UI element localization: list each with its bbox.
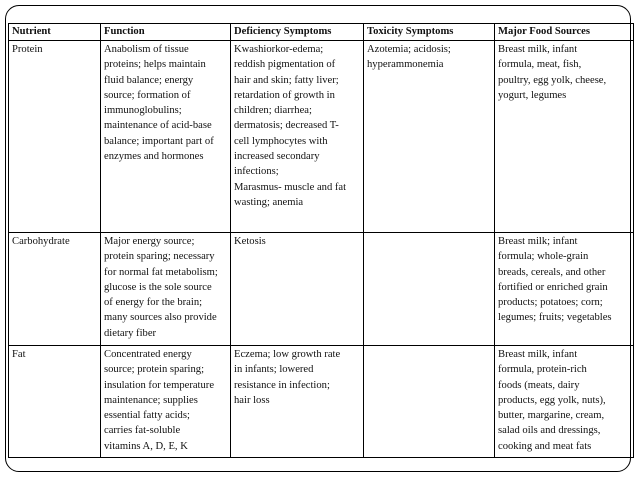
cell-deficiency: Eczema; low growth rate in infants; lowered resistance in infection; hair loss xyxy=(231,346,364,458)
cell-nutrient: Carbohydrate xyxy=(9,233,101,346)
cell-function: Anabolism of tissue proteins; helps maintain fluid balance; energy source; formation of immunoglobulins; maintenance of acid-base balance; important part of enzymes and hormones xyxy=(101,41,231,233)
cell-sources: Breast milk, infant formula, meat, fish, poultry, egg yolk, cheese, yogurt, legumes xyxy=(495,41,634,233)
header-toxicity-symptoms: Toxicity Symptoms xyxy=(364,24,495,41)
header-row xyxy=(9,24,634,41)
table-row xyxy=(9,233,634,346)
cell-nutrient: Protein xyxy=(9,41,101,233)
header-nutrient: Nutrient xyxy=(9,24,101,41)
nutrient-table xyxy=(8,23,634,458)
cell-deficiency: Kwashiorkor-edema; reddish pigmentation of hair and skin; fatty liver; retardation of growth in children; diarrhea; dermatosis; decreased T- cell lymphocytes with increased secondary infections; Marasmus- muscle and fat wasting; anemia xyxy=(231,41,364,233)
cell-toxicity xyxy=(364,233,495,346)
header-major-food-sources: Major Food Sources xyxy=(495,24,634,41)
table-row xyxy=(9,41,634,233)
cell-nutrient: Fat xyxy=(9,346,101,458)
cell-function: Concentrated energy source; protein sparing; insulation for temperature maintenance; supplies essential fatty acids; carries fat-soluble vitamins A, D, E, K xyxy=(101,346,231,458)
cell-sources: Breast milk, infant formula, protein-rich foods (meats, dairy products, egg yolk, nuts), butter, margarine, cream, salad oils and dressings, cooking and meat fats xyxy=(495,346,634,458)
cell-sources: Breast milk; infant formula; whole-grain breads, cereals, and other fortified or enriched grain products; potatoes; corn; legumes; fruits; vegetables xyxy=(495,233,634,346)
cell-toxicity: Azotemia; acidosis; hyperammonemia xyxy=(364,41,495,233)
header-deficiency-symptoms: Deficiency Symptoms xyxy=(231,24,364,41)
table-row xyxy=(9,346,634,458)
cell-deficiency: Ketosis xyxy=(231,233,364,346)
cell-toxicity xyxy=(364,346,495,458)
cell-function: Major energy source; protein sparing; necessary for normal fat metabolism; glucose is the sole source of energy for the brain; many sources also provide dietary fiber xyxy=(101,233,231,346)
header-function: Function xyxy=(101,24,231,41)
